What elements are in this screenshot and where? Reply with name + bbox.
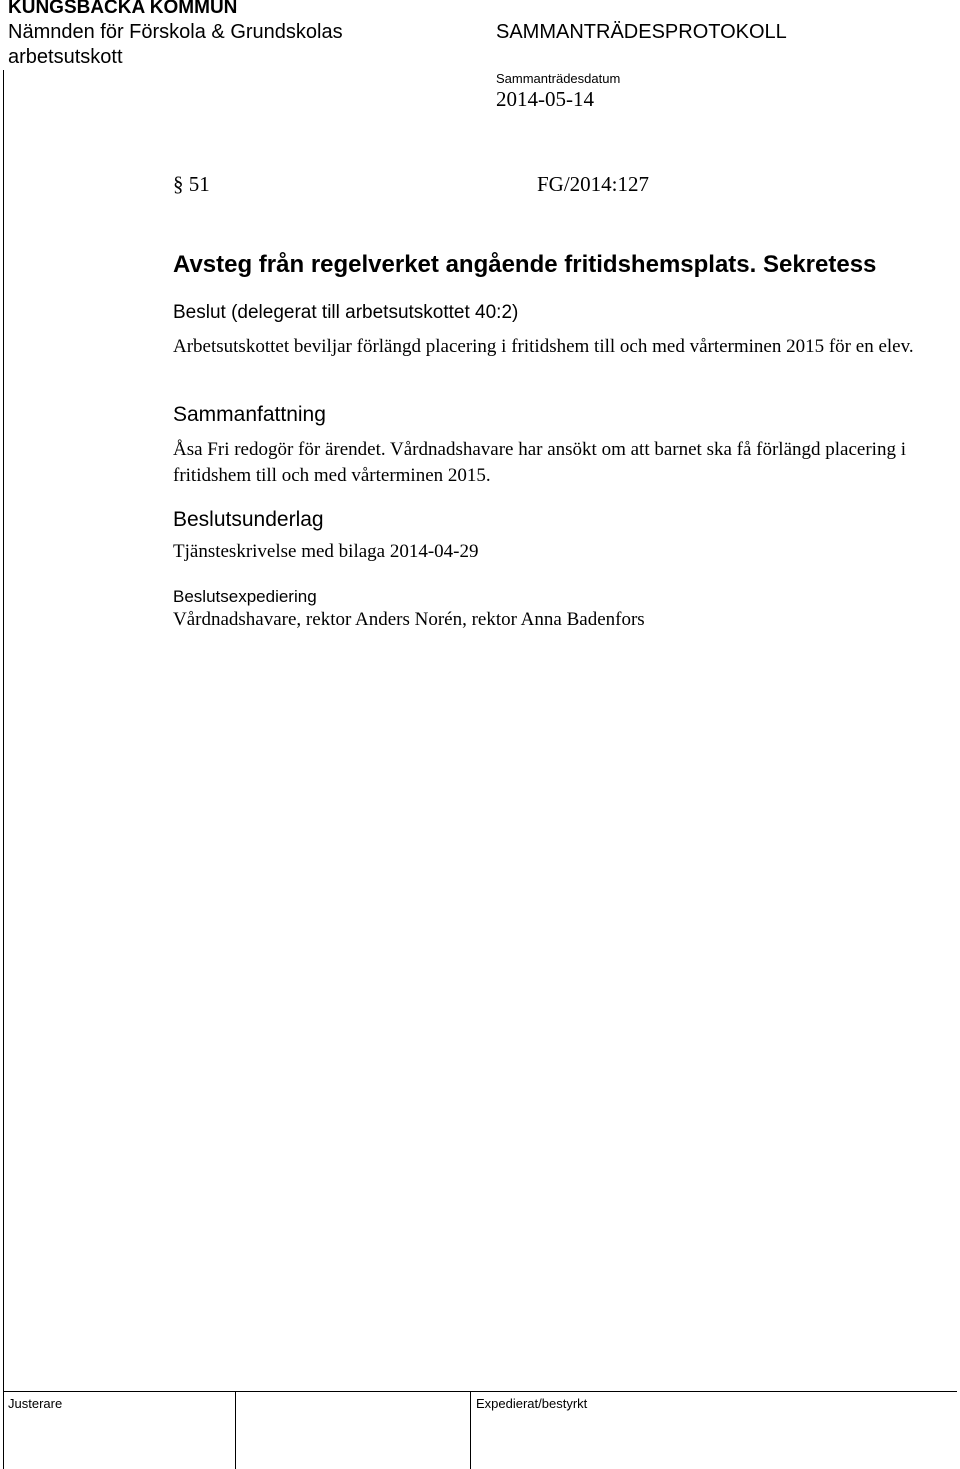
summary-heading: Sammanfattning [173,403,326,426]
footer-divider [470,1391,471,1469]
document-type: SAMMANTRÄDESPROTOKOLL [496,21,787,43]
footer-adjuster-label: Justerare [8,1396,63,1411]
decision-basis-heading: Beslutsunderlag [173,508,324,531]
organization-name: KUNGSBACKA KOMMUN [8,0,238,18]
left-margin-rule [3,70,4,1469]
committee-name: Nämnden för Förskola & Grundskolas [8,21,343,43]
meeting-date: 2014-05-14 [496,87,594,111]
dispatch-text: Vårdnadshavare, rektor Anders Norén, rektor Anna Badenfors [173,609,645,630]
decision-text: Arbetsutskottet beviljar förlängd placering i fritidshem till och med vårterminen 2015 för en elev. [173,336,914,357]
footer-rule [3,1391,957,1392]
item-title: Avsteg från regelverket angående fritidshemsplats. Sekretess [173,251,877,278]
meeting-date-label: Sammanträdesdatum [496,71,621,86]
footer-divider [235,1391,236,1469]
case-number: FG/2014:127 [537,172,650,196]
paragraph-number: § 51 [173,172,210,196]
dispatch-heading: Beslutsexpediering [173,587,317,606]
summary-text: Åsa Fri redogör för ärendet. Vårdnadshavare har ansökt om att barnet ska få förlängd placering i fritidshem till och med vårterminen 2015. [173,439,906,486]
decision-basis-text: Tjänsteskrivelse med bilaga 2014-04-29 [173,541,479,562]
footer-dispatched-label: Expedierat/bestyrkt [476,1396,588,1411]
committee-subname: arbetsutskott [8,46,123,68]
decision-heading: Beslut (delegerat till arbetsutskottet 40:2) [173,302,519,323]
